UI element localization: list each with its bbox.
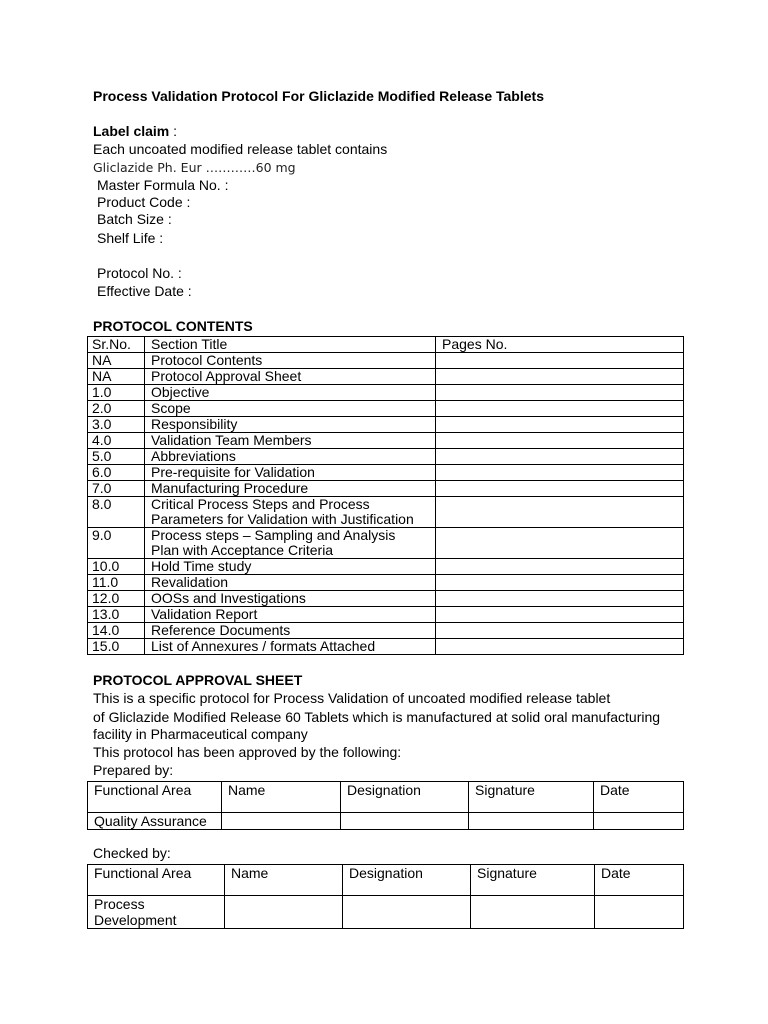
table-row bbox=[88, 559, 684, 575]
row-section-title bbox=[145, 369, 436, 385]
table-row bbox=[88, 353, 684, 369]
table-row bbox=[88, 465, 684, 481]
prepared-header-row bbox=[88, 782, 684, 813]
checked-area-line-1: Process bbox=[94, 896, 145, 912]
approval-paragraph-3: facility in Pharmaceutical company bbox=[93, 726, 308, 742]
row-pages-no bbox=[436, 449, 684, 465]
row-section-title bbox=[145, 401, 436, 417]
row-section-title bbox=[145, 623, 436, 639]
label-claim bbox=[93, 123, 177, 140]
row-pages-no bbox=[436, 433, 684, 449]
checked-row bbox=[88, 896, 684, 929]
row-section-title-line: OOSs and Investigations bbox=[151, 590, 306, 606]
prepared-by-table bbox=[87, 781, 684, 830]
row-section-title-line: Revalidation bbox=[151, 574, 229, 590]
row-sr-no: 1.0 bbox=[88, 385, 145, 401]
prepared-header-functional-area: Functional Area bbox=[88, 782, 222, 813]
prepared-header-date: Date bbox=[594, 782, 684, 813]
checked-header-name: Name bbox=[225, 865, 343, 896]
row-pages-no bbox=[436, 607, 684, 623]
table-row bbox=[88, 591, 684, 607]
row-sr-no: 5.0 bbox=[88, 449, 145, 465]
row-pages-no bbox=[436, 401, 684, 417]
checked-header-row bbox=[88, 865, 684, 896]
row-pages-no bbox=[436, 353, 684, 369]
checked-functional-area bbox=[88, 896, 225, 929]
checked-header-signature: Signature bbox=[471, 865, 595, 896]
approval-paragraph-1: This is a specific protocol for Process Validation of uncoated modified release tablet bbox=[93, 690, 611, 706]
row-sr-no: 11.0 bbox=[88, 575, 145, 591]
row-section-title-line: Reference Documents bbox=[151, 622, 291, 638]
row-sr-no: 7.0 bbox=[88, 481, 145, 497]
label-claim-colon: : bbox=[169, 123, 178, 139]
label-claim-line: Each uncoated modified release tablet contains bbox=[93, 141, 388, 157]
table-row bbox=[88, 639, 684, 655]
row-sr-no: 2.0 bbox=[88, 401, 145, 417]
row-pages-no bbox=[436, 528, 684, 559]
row-pages-no bbox=[436, 559, 684, 575]
row-section-title-line: Hold Time study bbox=[151, 558, 252, 574]
row-section-title-line: Process steps – Sampling and Analysis bbox=[151, 527, 396, 543]
row-section-title bbox=[145, 385, 436, 401]
row-sr-no: 14.0 bbox=[88, 623, 145, 639]
header-sr-no: Sr.No. bbox=[88, 337, 145, 353]
checked-header-designation: Designation bbox=[343, 865, 471, 896]
approval-paragraph-2: of Gliclazide Modified Release 60 Tablets which is manufactured at solid oral manufacturing bbox=[93, 709, 661, 725]
table-row bbox=[88, 433, 684, 449]
row-section-title-line: Critical Process Steps and Process bbox=[151, 496, 370, 512]
row-section-title bbox=[145, 559, 436, 575]
prepared-name-cell bbox=[222, 813, 341, 830]
row-section-title bbox=[145, 353, 436, 369]
row-section-title-line: Validation Report bbox=[151, 606, 258, 622]
table-row bbox=[88, 575, 684, 591]
header-pages-no: Pages No. bbox=[436, 337, 684, 353]
field-shelf-life: Shelf Life : bbox=[97, 230, 164, 246]
prepared-row bbox=[88, 813, 684, 830]
table-row bbox=[88, 497, 684, 528]
row-sr-no: 9.0 bbox=[88, 528, 145, 559]
prepared-header-signature: Signature bbox=[469, 782, 594, 813]
row-section-title-line: Objective bbox=[151, 384, 210, 400]
row-section-title bbox=[145, 481, 436, 497]
row-section-title bbox=[145, 575, 436, 591]
row-section-title bbox=[145, 639, 436, 655]
header-section-title: Section Title bbox=[145, 337, 436, 353]
row-section-title bbox=[145, 607, 436, 623]
row-sr-no: 10.0 bbox=[88, 559, 145, 575]
prepared-header-name: Name bbox=[222, 782, 341, 813]
row-sr-no: 3.0 bbox=[88, 417, 145, 433]
field-master-formula: Master Formula No. : bbox=[97, 177, 229, 193]
row-sr-no: 8.0 bbox=[88, 497, 145, 528]
prepared-designation-cell bbox=[341, 813, 469, 830]
field-protocol-no: Protocol No. : bbox=[97, 265, 182, 281]
contents-table bbox=[87, 336, 684, 655]
prepared-signature-cell bbox=[469, 813, 594, 830]
contents-heading: PROTOCOL CONTENTS bbox=[93, 318, 253, 334]
row-section-title bbox=[145, 433, 436, 449]
table-row bbox=[88, 401, 684, 417]
checked-area-line-2: Development bbox=[94, 912, 177, 928]
checked-signature-cell bbox=[471, 896, 595, 929]
row-pages-no bbox=[436, 417, 684, 433]
row-pages-no bbox=[436, 369, 684, 385]
row-section-title-line: Pre-requisite for Validation bbox=[151, 464, 315, 480]
contents-header-row bbox=[88, 337, 684, 353]
approval-heading: PROTOCOL APPROVAL SHEET bbox=[93, 672, 303, 688]
row-pages-no bbox=[436, 623, 684, 639]
row-sr-no: 4.0 bbox=[88, 433, 145, 449]
prepared-date-cell bbox=[594, 813, 684, 830]
row-section-title bbox=[145, 591, 436, 607]
checked-header-date: Date bbox=[595, 865, 684, 896]
field-effective-date: Effective Date : bbox=[97, 283, 192, 299]
row-section-title-line: Parameters for Validation with Justification bbox=[151, 511, 414, 527]
row-pages-no bbox=[436, 497, 684, 528]
table-row bbox=[88, 607, 684, 623]
prepared-functional-area: Quality Assurance bbox=[88, 813, 222, 830]
document-title: Process Validation Protocol For Gliclazide Modified Release Tablets bbox=[93, 88, 544, 104]
row-sr-no: NA bbox=[88, 369, 145, 385]
row-section-title-line: List of Annexures / formats Attached bbox=[151, 638, 376, 654]
row-sr-no: 13.0 bbox=[88, 607, 145, 623]
row-pages-no bbox=[436, 465, 684, 481]
row-section-title-line: Protocol Approval Sheet bbox=[151, 368, 302, 384]
contents-body bbox=[88, 353, 684, 655]
table-row bbox=[88, 449, 684, 465]
table-row bbox=[88, 369, 684, 385]
checked-name-cell bbox=[225, 896, 343, 929]
row-section-title-line: Responsibility bbox=[151, 416, 238, 432]
field-batch-size: Batch Size : bbox=[97, 211, 172, 227]
table-row bbox=[88, 623, 684, 639]
table-row bbox=[88, 528, 684, 559]
row-section-title bbox=[145, 497, 436, 528]
row-sr-no: 15.0 bbox=[88, 639, 145, 655]
table-row bbox=[88, 385, 684, 401]
table-row bbox=[88, 481, 684, 497]
checked-date-cell bbox=[595, 896, 684, 929]
row-section-title-line: Scope bbox=[151, 400, 191, 416]
row-pages-no bbox=[436, 639, 684, 655]
row-section-title bbox=[145, 417, 436, 433]
label-claim-heading: Label claim bbox=[93, 123, 170, 139]
row-sr-no: NA bbox=[88, 353, 145, 369]
prepared-by-label: Prepared by: bbox=[93, 762, 174, 778]
row-section-title bbox=[145, 528, 436, 559]
row-pages-no bbox=[436, 575, 684, 591]
checked-by-label: Checked by: bbox=[93, 845, 171, 861]
row-section-title bbox=[145, 465, 436, 481]
row-section-title bbox=[145, 449, 436, 465]
row-section-title-line: Validation Team Members bbox=[151, 432, 312, 448]
row-section-title-line: Plan with Acceptance Criteria bbox=[151, 542, 334, 558]
row-sr-no: 12.0 bbox=[88, 591, 145, 607]
row-pages-no bbox=[436, 481, 684, 497]
checked-by-table bbox=[87, 864, 684, 929]
checked-designation-cell bbox=[343, 896, 471, 929]
table-row bbox=[88, 417, 684, 433]
row-pages-no bbox=[436, 385, 684, 401]
row-section-title-line: Abbreviations bbox=[151, 448, 236, 464]
row-pages-no bbox=[436, 591, 684, 607]
approval-paragraph-4: This protocol has been approved by the following: bbox=[93, 744, 402, 760]
row-section-title-line: Protocol Contents bbox=[151, 352, 263, 368]
label-claim-composition: Gliclazide Ph. Eur …………60 mg bbox=[93, 160, 296, 175]
prepared-header-designation: Designation bbox=[341, 782, 469, 813]
row-section-title-line: Manufacturing Procedure bbox=[151, 480, 309, 496]
field-product-code: Product Code : bbox=[97, 194, 191, 210]
row-sr-no: 6.0 bbox=[88, 465, 145, 481]
checked-header-functional-area: Functional Area bbox=[88, 865, 225, 896]
